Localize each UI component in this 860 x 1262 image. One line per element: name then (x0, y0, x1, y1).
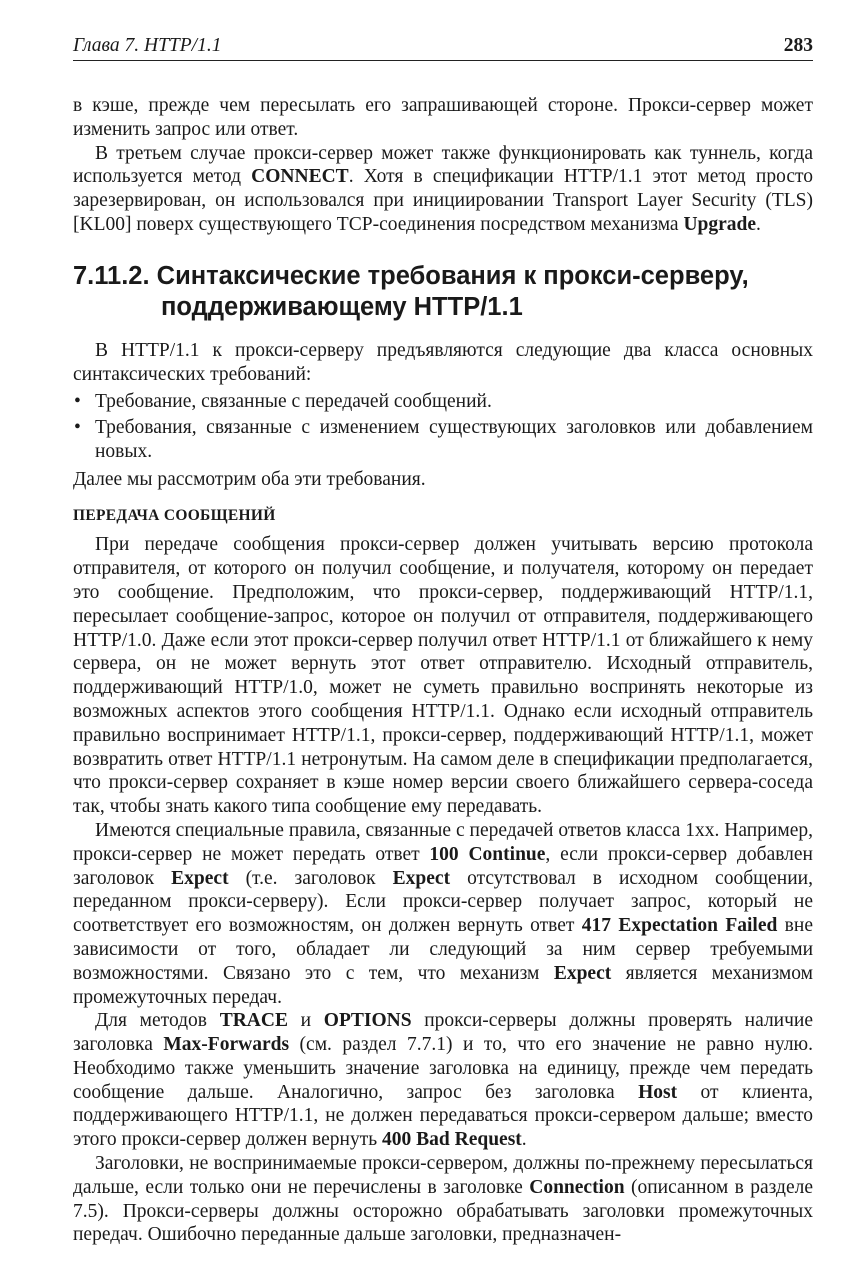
status-100-continue: 100 Continue (429, 843, 546, 865)
section-intro: В HTTP/1.1 к прокси-серверу предъявляются следующие два класса основных синтаксических требований: (73, 339, 813, 385)
text-run: является механизмом промежуточных передач. (73, 962, 813, 1008)
text-run: прокси-серверы должны проверять наличие заголовка (73, 1010, 814, 1056)
body-text (73, 94, 813, 1247)
running-title: Глава 7. HTTP/1.1 (73, 35, 222, 56)
bullet-marker: • (74, 417, 81, 439)
text-run: от клиента, поддерживающего HTTP/1.1, не должен передаваться прокси-сервером дальше; вместо этого прокси-сервер должен вернуть (73, 1081, 813, 1151)
paragraph-after-list: Далее мы рассмотрим оба эти требования. (73, 468, 426, 490)
text-run: . (756, 213, 761, 235)
paragraph-message-forwarding: При передаче сообщения прокси-сервер должен учитывать версию протокола отправителя, от которого он получил сообщение, и получателя, которому он передает это сообщение. Предположим, что прокси-сервер, поддерживающий HTTP/1.1, пересылает сообщение-запрос, которое он получил от отправителя, поддерживающего HTTP/1.0. Даже если этот прокси-сервер получил ответ HTTP/1.1 от ближайшего к нему сервера, он не может вернуть этот ответ отправителю. Исходный отправитель, поддерживающий HTTP/1.0, может не суметь правильно воспринять некоторые из возможных аспектов этого сообщения HTTP/1.1. Однако если исходный отправитель правильно воспринимает HTTP/1.1, прокси-сервер, поддерживающий HTTP/1.1, может возвратить ответ HTTP/1.1 нетронутым. На самом деле в спецификации предполагается, что прокси-сервер сохраняет в кэше номер версии своего ближайшего сервера-соседа так, чтобы знать какого типа сообщение ему передавать. (73, 534, 813, 818)
method-connect: CONNECT (251, 166, 349, 188)
paragraph-1xx-rules (73, 819, 813, 1009)
subsection-heading: ПЕРЕДАЧА СООБЩЕНИЙ (73, 506, 276, 524)
section-heading: 7.11.2. Синтаксические требования к прокси-серверу, поддерживающему HTTP/1.1 (73, 261, 749, 321)
method-trace: TRACE (219, 1010, 288, 1032)
bullet-marker: • (74, 391, 81, 413)
text-run: вне зависимости от того, обладает ли следующий за ним сервер требуемыми возможностями. Связано это с тем, что механизм (73, 915, 813, 984)
requirements-list (73, 390, 813, 463)
text-run: Для методов (95, 1010, 220, 1032)
status-417: 417 Expectation Failed (581, 915, 778, 937)
paragraph-hop-headers (73, 1152, 813, 1247)
running-header (73, 34, 813, 61)
list-item (73, 416, 813, 464)
header-expect: Expect (553, 962, 612, 984)
text-run: отсутствовал в исходном сообщении, переданном прокси-серверу). Если прокси-сервер получает запрос, который не соответствует его возможностям, он должен вернуть ответ (73, 867, 813, 937)
text-run: (описанном в разделе 7.5). Прокси-серверы должны осторожно обрабатывать заголовки промежуточных передач. Ошибочно переданные дальше заголовки, предназначен- (73, 1176, 813, 1246)
header-expect: Expect (392, 867, 451, 889)
text-run: Имеются специальные правила, связанные с передачей ответов класса 1xx. Например, прокси-сервер не может передать ответ (73, 819, 813, 865)
text-run: (т.е. заголовок (228, 867, 393, 889)
text-run: (см. раздел 7.7.1) и то, что его значение не равно нулю. Необходимо также уменьшить значение заголовка на единицу, прежде чем передать сообщение дальше. Аналогично, запрос без заголовка (73, 1034, 813, 1103)
header-upgrade: Upgrade (683, 213, 757, 235)
header-max-forwards: Max-Forwards (163, 1034, 290, 1056)
header-host: Host (638, 1081, 678, 1103)
header-connection: Connection (529, 1176, 625, 1198)
list-item-text: Требование, связанные с передачей сообщений. (95, 391, 492, 413)
list-item (73, 390, 813, 414)
header-expect: Expect (171, 867, 229, 889)
text-run: , если прокси-сервер добавлен заголовок (73, 843, 813, 889)
text-run: Заголовки, не воспринимаемые прокси-сервером, должны по-прежнему пересылаться дальше, если только они не перечислены в заголовке (73, 1153, 813, 1198)
paragraph-tunnel (73, 142, 813, 237)
method-options: OPTIONS (323, 1010, 412, 1032)
list-item-text: Требования, связанные с изменением существующих заголовков или добавлением новых. (95, 417, 813, 462)
paragraph-trace-options (73, 1009, 813, 1152)
status-400: 400 Bad Request (382, 1129, 522, 1151)
paragraph-continued: в кэше, прежде чем пересылать его запрашивающей стороне. Прокси-сервер может изменить запрос или ответ. (73, 95, 813, 140)
text-run: и (287, 1010, 324, 1032)
text-run: В третьем случае прокси-сервер может также функционировать как туннель, когда используется метод (73, 142, 813, 188)
page-number: 283 (783, 35, 813, 56)
text-run: . Хотя в спецификации HTTP/1.1 этот метод просто зарезервирован, он использовался при инициировании Transport Layer Security (TLS) [KL00] поверх существующего TCP-соединения посредством механизма (73, 166, 813, 235)
text-run: . (521, 1129, 527, 1151)
